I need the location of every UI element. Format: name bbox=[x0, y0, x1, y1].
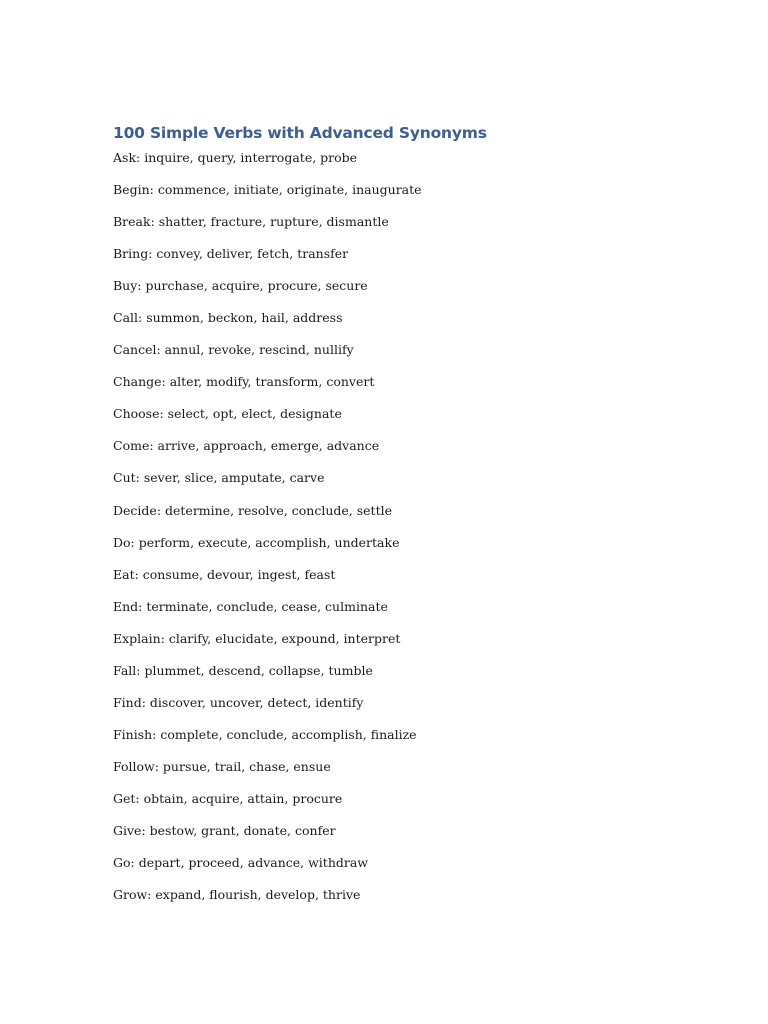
verb-entry: Give: bestow, grant, donate, confer bbox=[113, 822, 336, 838]
verb-entry: Call: summon, beckon, hail, address bbox=[113, 310, 343, 326]
verb-entry: Find: discover, uncover, detect, identify bbox=[113, 694, 364, 710]
document-title: 100 Simple Verbs with Advanced Synonyms bbox=[113, 124, 487, 142]
verb-entry: Come: arrive, approach, emerge, advance bbox=[113, 438, 380, 454]
verb-entry: Grow: expand, flourish, develop, thrive bbox=[113, 887, 361, 903]
verb-entry: Eat: consume, devour, ingest, feast bbox=[113, 566, 336, 582]
verb-entry: Decide: determine, resolve, conclude, settle bbox=[113, 502, 392, 518]
verb-entry: Finish: complete, conclude, accomplish, finalize bbox=[113, 726, 417, 742]
verb-entry: Go: depart, proceed, advance, withdraw bbox=[113, 855, 369, 871]
verb-entry: Bring: convey, deliver, fetch, transfer bbox=[113, 246, 349, 262]
verb-entry: End: terminate, conclude, cease, culminate bbox=[113, 598, 388, 614]
verb-entry: Begin: commence, initiate, originate, inaugurate bbox=[113, 182, 422, 198]
verb-entry: Cancel: annul, revoke, rescind, nullify bbox=[113, 342, 354, 358]
verb-synonym-list bbox=[113, 150, 422, 919]
verb-entry: Fall: plummet, descend, collapse, tumble bbox=[113, 662, 373, 678]
verb-entry: Explain: clarify, elucidate, expound, interpret bbox=[113, 630, 401, 646]
verb-entry: Do: perform, execute, accomplish, undertake bbox=[113, 534, 400, 550]
verb-entry: Get: obtain, acquire, attain, procure bbox=[113, 790, 343, 806]
verb-entry: Ask: inquire, query, interrogate, probe bbox=[113, 150, 358, 165]
verb-entry: Change: alter, modify, transform, convert bbox=[113, 374, 375, 390]
verb-entry: Follow: pursue, trail, chase, ensue bbox=[113, 758, 331, 774]
verb-entry: Buy: purchase, acquire, procure, secure bbox=[113, 278, 368, 294]
verb-entry: Choose: select, opt, elect, designate bbox=[113, 406, 342, 422]
verb-entry: Cut: sever, slice, amputate, carve bbox=[113, 470, 325, 486]
verb-entry: Break: shatter, fracture, rupture, dismantle bbox=[113, 214, 389, 230]
